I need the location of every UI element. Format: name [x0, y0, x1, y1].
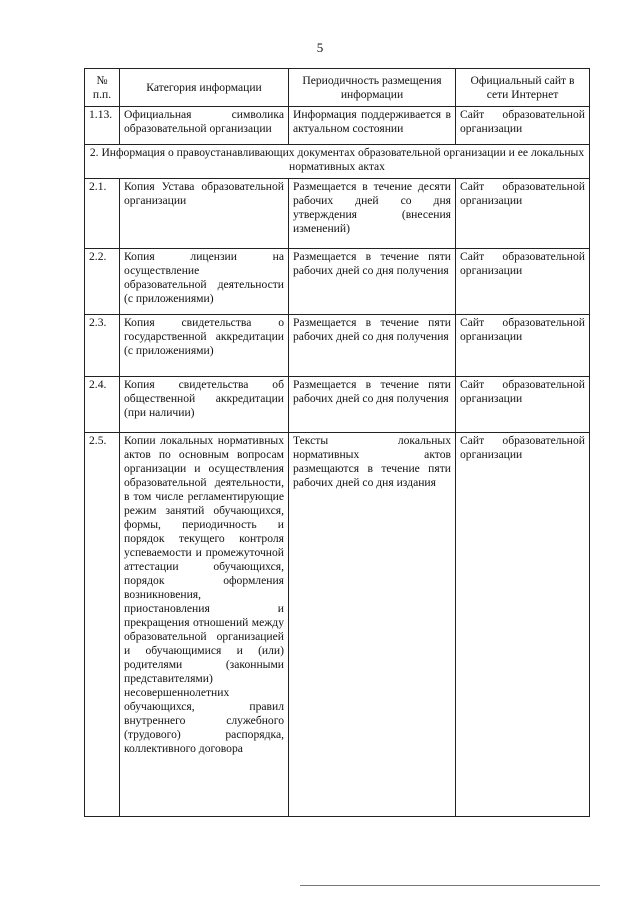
row-num: 2.3.: [85, 315, 120, 377]
row-num: 2.4.: [85, 377, 120, 433]
table-row: [85, 377, 590, 433]
table-row: [85, 179, 590, 249]
row-site: Сайт образовательной организации: [456, 315, 590, 377]
table-row: [85, 249, 590, 315]
header-periodicity: Периодичность размещения информации: [289, 69, 456, 107]
row-category: Копия свидетельства об общественной аккредитации (при наличии): [120, 377, 289, 433]
row-num: 2.5.: [85, 433, 120, 817]
row-site: Сайт образовательной организации: [456, 377, 590, 433]
row-num: 1.13.: [85, 107, 120, 145]
row-site: Сайт образовательной организации: [456, 179, 590, 249]
row-site: Сайт образовательной организации: [456, 433, 590, 817]
row-periodicity: Размещается в течение десяти рабочих дней со дня утверждения (внесения изменений): [289, 179, 456, 249]
table-row: [85, 433, 590, 817]
table-row: [85, 315, 590, 377]
row-periodicity: Информация поддерживается в актуальном состоянии: [289, 107, 456, 145]
section-row: [85, 145, 590, 179]
row-category: Официальная символика образовательной организации: [120, 107, 289, 145]
header-category: Категория информации: [120, 69, 289, 107]
table-header-row: [85, 69, 590, 107]
table-row: [85, 107, 590, 145]
row-category: Копия лицензии на осуществление образовательной деятельности (с приложениями): [120, 249, 289, 315]
row-num: 2.2.: [85, 249, 120, 315]
footer-divider: [300, 885, 600, 886]
header-site: Официальный сайт в сети Интернет: [456, 69, 590, 107]
row-periodicity: Размещается в течение пяти рабочих дней со дня получения: [289, 377, 456, 433]
row-category: Копия свидетельства о государственной аккредитации (с приложениями): [120, 315, 289, 377]
row-periodicity: Размещается в течение пяти рабочих дней со дня получения: [289, 249, 456, 315]
row-site: Сайт образовательной организации: [456, 249, 590, 315]
section-title: 2. Информация о правоустанавливающих документах образовательной организации и ее локальных нормативных актах: [85, 145, 590, 179]
row-category: Копии локальных нормативных актов по основным вопросам организации и осуществления образовательной деятельности, в том числе регламентирующие режим занятий обучающихся, формы, периодичность и порядок текущего контроля успеваемости и промежуточной аттестации обучающихся, порядок оформления возникновения, приостановления и прекращения отношений между образовательной организацией и обучающимися и (или) родителями (законными представителями) несовершеннолетних обучающихся, правил внутреннего служебного (трудового) распорядка, коллективного договора: [120, 433, 289, 817]
row-periodicity: Размещается в течение пяти рабочих дней со дня получения: [289, 315, 456, 377]
header-num: № п.п.: [85, 69, 120, 107]
row-num: 2.1.: [85, 179, 120, 249]
information-table: [84, 68, 590, 817]
row-site: Сайт образовательной организации: [456, 107, 590, 145]
row-periodicity: Тексты локальных нормативных актов размещаются в течение пяти рабочих дней со дня издания: [289, 433, 456, 817]
page-number: 5: [316, 40, 324, 55]
row-category: Копия Устава образовательной организации: [120, 179, 289, 249]
